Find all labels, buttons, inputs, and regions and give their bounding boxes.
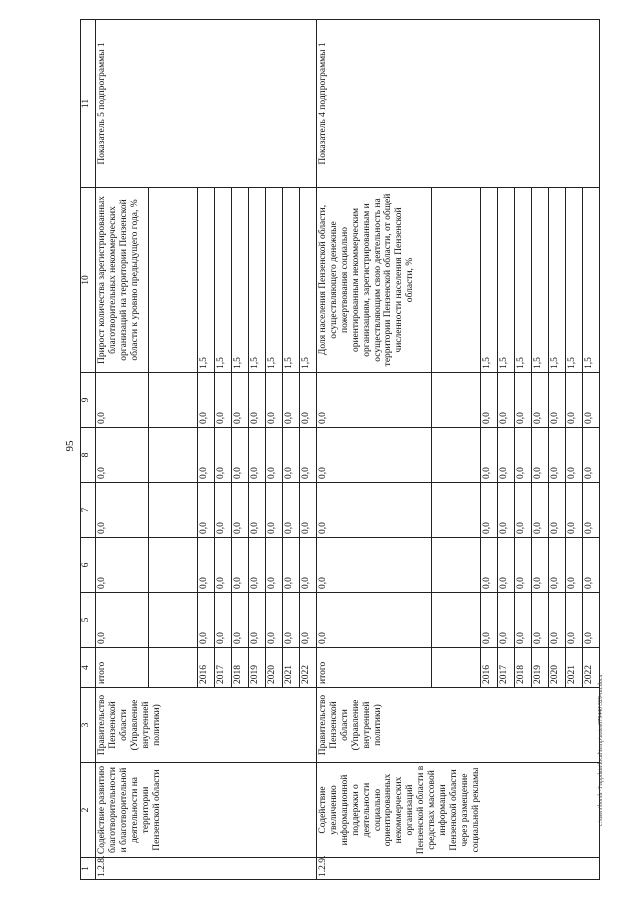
value-cell: 0,0 [514, 373, 531, 428]
value-cell: 0,0 [299, 428, 316, 483]
value-cell: 0,0 [582, 373, 599, 428]
value-cell: 0,0 [548, 483, 565, 538]
indicator-value: 1,5 [282, 188, 299, 373]
value-cell: 0,0 [197, 483, 214, 538]
value-cell: 0,0 [248, 538, 265, 593]
footer-path: c:\users\borsh~1\appdata\local\temp\notes879440\529-пп.docx [598, 674, 604, 826]
value-cell: 0,0 [214, 428, 231, 483]
value-cell: 0,0 [565, 593, 582, 648]
value-cell: 0,0 [548, 373, 565, 428]
value-cell: 0,0 [197, 428, 214, 483]
value-cell: 0,0 [265, 538, 282, 593]
value-cell: 0,0 [497, 373, 514, 428]
value-cell: 0,0 [531, 538, 548, 593]
section-total-row [96, 20, 149, 880]
value-cell: 0,0 [96, 538, 149, 593]
header-cell: 7 [81, 483, 96, 538]
year-cell: 2020 [548, 648, 565, 688]
item-number: 1.2.9. [316, 858, 599, 880]
header-cell: 8 [81, 428, 96, 483]
value-cell: 0,0 [531, 428, 548, 483]
year-cell: 2022 [582, 648, 599, 688]
value-cell: 0,0 [197, 538, 214, 593]
value-cell: 0,0 [248, 373, 265, 428]
value-cell: 0,0 [582, 483, 599, 538]
value-cell: 0,0 [248, 483, 265, 538]
header-cell: 1 [81, 858, 96, 880]
indicator-text: Прирост количества зарегистрированных благотворительных некоммерческих организаций на территории Пензенской области к уровню предыдущего года, % [96, 188, 149, 373]
year-cell: 2021 [282, 648, 299, 688]
indicator-value: 1,5 [480, 188, 497, 373]
value-cell: 0,0 [282, 428, 299, 483]
value-cell: 0,0 [231, 538, 248, 593]
year-cell: 2022 [299, 648, 316, 688]
year-cell: 2019 [531, 648, 548, 688]
indicator-value: 1,5 [548, 188, 565, 373]
value-cell: 0,0 [480, 538, 497, 593]
value-cell: 0,0 [480, 373, 497, 428]
value-cell: 0,0 [197, 593, 214, 648]
value-cell: 0,0 [265, 428, 282, 483]
value-cell: 0,0 [548, 428, 565, 483]
value-cell: 0,0 [265, 373, 282, 428]
value-cell: 0,0 [214, 593, 231, 648]
indicator-value: 1,5 [497, 188, 514, 373]
header-cell: 3 [81, 688, 96, 763]
value-cell: 0,0 [248, 593, 265, 648]
item-number: 1.2.8. [96, 858, 317, 880]
year-cell: 2017 [214, 648, 231, 688]
value-cell: 0,0 [231, 593, 248, 648]
value-cell: 0,0 [514, 428, 531, 483]
header-cell: 4 [81, 648, 96, 688]
indicator-link: Показатель 4 подпрограммы 1 [316, 20, 599, 188]
year-cell: 2019 [248, 648, 265, 688]
value-cell: 0,0 [316, 428, 431, 483]
header-cell: 11 [81, 20, 96, 188]
indicator-value: 1,5 [565, 188, 582, 373]
value-cell: 0,0 [299, 593, 316, 648]
indicator-link: Показатель 5 подпрограммы 1 [96, 20, 317, 188]
value-cell: 0,0 [531, 373, 548, 428]
value-cell: 0,0 [265, 483, 282, 538]
year-cell: 2016 [197, 648, 214, 688]
year-cell: 2018 [514, 648, 531, 688]
year-cell: 2020 [265, 648, 282, 688]
value-cell: 0,0 [96, 428, 149, 483]
value-cell: 0,0 [282, 483, 299, 538]
value-cell: 0,0 [316, 373, 431, 428]
value-cell: 0,0 [265, 593, 282, 648]
value-cell: 0,0 [565, 538, 582, 593]
indicator-value: 1,5 [582, 188, 599, 373]
indicator-value: 1,5 [265, 188, 282, 373]
header-row [81, 20, 96, 880]
value-cell: 0,0 [214, 373, 231, 428]
value-cell: 0,0 [96, 483, 149, 538]
value-cell: 0,0 [480, 483, 497, 538]
header-cell: 6 [81, 538, 96, 593]
value-cell: 0,0 [565, 428, 582, 483]
value-cell: 0,0 [214, 483, 231, 538]
indicator-value: 1,5 [231, 188, 248, 373]
value-cell: 0,0 [197, 373, 214, 428]
program-table [80, 19, 600, 880]
value-cell: 0,0 [548, 593, 565, 648]
value-cell: 0,0 [582, 538, 599, 593]
year-cell: 2018 [231, 648, 248, 688]
value-cell: 0,0 [582, 428, 599, 483]
value-cell: 0,0 [96, 373, 149, 428]
section-total-row [316, 20, 431, 880]
indicator-value: 1,5 [531, 188, 548, 373]
value-cell: 0,0 [96, 593, 149, 648]
value-cell: 0,0 [231, 483, 248, 538]
value-cell: 0,0 [548, 538, 565, 593]
indicator-value: 1,5 [248, 188, 265, 373]
value-cell: 0,0 [497, 538, 514, 593]
indicator-value: 1,5 [197, 188, 214, 373]
header-cell: 5 [81, 593, 96, 648]
value-cell: 0,0 [514, 538, 531, 593]
value-cell: 0,0 [497, 483, 514, 538]
value-cell: 0,0 [531, 483, 548, 538]
value-cell: 0,0 [480, 593, 497, 648]
total-label: итого [316, 648, 431, 688]
value-cell: 0,0 [582, 593, 599, 648]
total-label: итого [96, 648, 149, 688]
value-cell: 0,0 [565, 483, 582, 538]
value-cell: 0,0 [497, 428, 514, 483]
value-cell: 0,0 [531, 593, 548, 648]
value-cell: 0,0 [316, 538, 431, 593]
value-cell: 0,0 [316, 483, 431, 538]
indicator-text: Доля населения Пензенской области, осуществляющего денежные пожертвования социально ориентированным некоммерческим организациям, зарегистрированным и осуществляющим свою деятельность на территории Пензенской области, от общей численности населения Пензенской области, % [316, 188, 431, 373]
header-cell: 2 [81, 763, 96, 858]
executor: Правительство Пензенской области (Управление внутренней политики) [316, 688, 599, 763]
year-cell: 2021 [565, 648, 582, 688]
indicator-value: 1,5 [299, 188, 316, 373]
header-cell: 10 [81, 188, 96, 373]
value-cell: 0,0 [299, 538, 316, 593]
value-cell: 0,0 [514, 483, 531, 538]
task-description: Содействие развитию благотворительности и благотворительной деятельности на территории Пензенской области [96, 763, 317, 858]
header-cell: 9 [81, 373, 96, 428]
value-cell: 0,0 [214, 538, 231, 593]
value-cell: 0,0 [316, 593, 431, 648]
value-cell: 0,0 [282, 538, 299, 593]
indicator-value: 1,5 [514, 188, 531, 373]
value-cell: 0,0 [480, 428, 497, 483]
page-number: 95 [64, 440, 76, 452]
value-cell: 0,0 [299, 483, 316, 538]
value-cell: 0,0 [497, 593, 514, 648]
year-cell: 2016 [480, 648, 497, 688]
value-cell: 0,0 [282, 593, 299, 648]
year-cell: 2017 [497, 648, 514, 688]
value-cell: 0,0 [514, 593, 531, 648]
value-cell: 0,0 [248, 428, 265, 483]
value-cell: 0,0 [565, 373, 582, 428]
value-cell: 0,0 [231, 373, 248, 428]
executor: Правительство Пензенской области (Управление внутренней политики) [96, 688, 317, 763]
program-table-wrapper [80, 20, 600, 880]
value-cell: 0,0 [282, 373, 299, 428]
indicator-value: 1,5 [214, 188, 231, 373]
value-cell: 0,0 [299, 373, 316, 428]
task-description: Содействие увеличению информационной поддержки о деятельности социально ориентированных некоммерческих организаций Пензенской области в средствах массовой информации Пензенской области через размещение социальной рекламы [316, 763, 599, 858]
value-cell: 0,0 [231, 428, 248, 483]
